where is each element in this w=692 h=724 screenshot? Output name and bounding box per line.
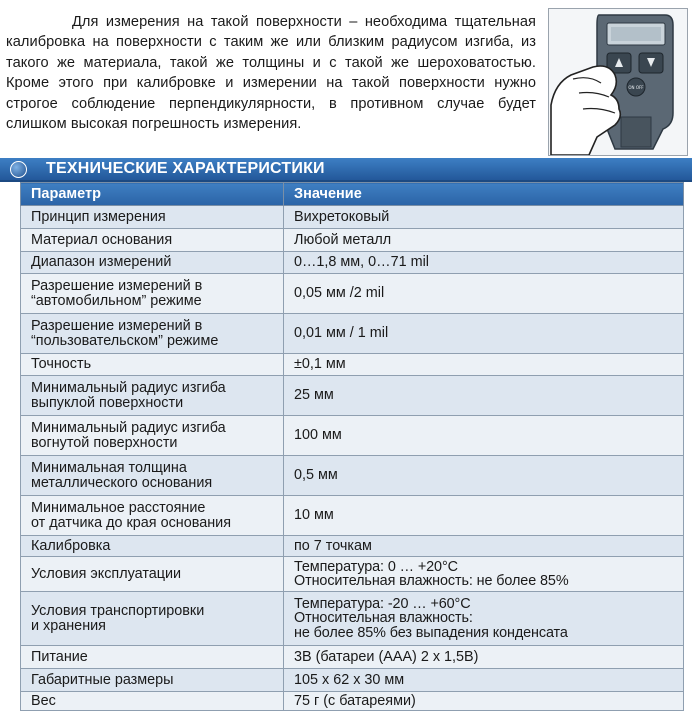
param-cell: Минимальная толщина металлического основания bbox=[21, 456, 284, 496]
table-row bbox=[21, 206, 684, 229]
param-cell: Точность bbox=[21, 354, 284, 376]
value-cell: Температура: 0 … +20°C Относительная влажность: не более 85% bbox=[284, 557, 684, 592]
table-row bbox=[21, 376, 684, 416]
value-cell: 10 мм bbox=[284, 496, 684, 536]
param-cell: Принцип измерения bbox=[21, 206, 284, 229]
specifications-table bbox=[20, 182, 684, 711]
param-cell: Минимальный радиус изгиба выпуклой поверхности bbox=[21, 376, 284, 416]
table-row bbox=[21, 692, 684, 711]
table-row bbox=[21, 669, 684, 692]
column-header-param: Параметр bbox=[21, 183, 284, 206]
table-row bbox=[21, 229, 684, 252]
value-cell: Температура: -20 … +60°C Относительная влажность: не более 85% без выпадения конденсата bbox=[284, 592, 684, 646]
param-cell: Габаритные размеры bbox=[21, 669, 284, 692]
table-row bbox=[21, 456, 684, 496]
intro-paragraph: Для измерения на такой поверхности – необходима тщательная калибровка на поверхности с таким же или близким радиусом изгиба, из такого же материала, такой же толщины и с такой же шероховатостью. Кроме этого при калибровке и измерении на такой поверхности нужно строгое соблюдение перпендикулярности, в противном случае будет слишком высокая погрешность измерения. bbox=[6, 14, 536, 133]
param-cell: Разрешение измерений в “пользовательском” режиме bbox=[21, 314, 284, 354]
table-row bbox=[21, 536, 684, 557]
table-row bbox=[21, 592, 684, 646]
column-header-value: Значение bbox=[284, 183, 684, 206]
device-illustration bbox=[548, 8, 688, 156]
value-cell: 3В (батареи (ААА) 2 х 1,5В) bbox=[284, 646, 684, 669]
value-cell: 105 х 62 х 30 мм bbox=[284, 669, 684, 692]
table-row bbox=[21, 496, 684, 536]
table-row bbox=[21, 354, 684, 376]
param-cell: Разрешение измерений в “автомобильном” режиме bbox=[21, 274, 284, 314]
table-row bbox=[21, 314, 684, 354]
value-cell: Любой металл bbox=[284, 229, 684, 252]
param-cell: Минимальный радиус изгиба вогнутой поверхности bbox=[21, 416, 284, 456]
param-cell: Минимальное расстояние от датчика до края основания bbox=[21, 496, 284, 536]
value-cell: 25 мм bbox=[284, 376, 684, 416]
thickness-gauge-illustration bbox=[549, 9, 687, 155]
table-header-row bbox=[21, 183, 684, 206]
table-row bbox=[21, 274, 684, 314]
value-cell: по 7 точкам bbox=[284, 536, 684, 557]
value-cell: Вихретоковый bbox=[284, 206, 684, 229]
param-cell: Условия транспортировки и хранения bbox=[21, 592, 284, 646]
section-header-bar bbox=[0, 158, 692, 182]
table-row bbox=[21, 646, 684, 669]
param-cell: Питание bbox=[21, 646, 284, 669]
value-cell: 75 г (с батареями) bbox=[284, 692, 684, 711]
value-cell: 0…1,8 мм, 0…71 mil bbox=[284, 252, 684, 274]
section-title: ТЕХНИЧЕСКИЕ ХАРАКТЕРИСТИКИ bbox=[46, 160, 325, 177]
value-cell: 100 мм bbox=[284, 416, 684, 456]
table-row bbox=[21, 416, 684, 456]
value-cell: ±0,1 мм bbox=[284, 354, 684, 376]
power-button-label: ON OFF bbox=[628, 85, 644, 90]
value-cell: 0,05 мм /2 mil bbox=[284, 274, 684, 314]
param-cell: Калибровка bbox=[21, 536, 284, 557]
param-cell: Материал основания bbox=[21, 229, 284, 252]
bullet-icon bbox=[10, 161, 27, 178]
param-cell: Условия эксплуатации bbox=[21, 557, 284, 592]
value-cell: 0,01 мм / 1 mil bbox=[284, 314, 684, 354]
value-cell: 0,5 мм bbox=[284, 456, 684, 496]
table-row bbox=[21, 557, 684, 592]
param-cell: Диапазон измерений bbox=[21, 252, 284, 274]
param-cell: Вес bbox=[21, 692, 284, 711]
table-row bbox=[21, 252, 684, 274]
